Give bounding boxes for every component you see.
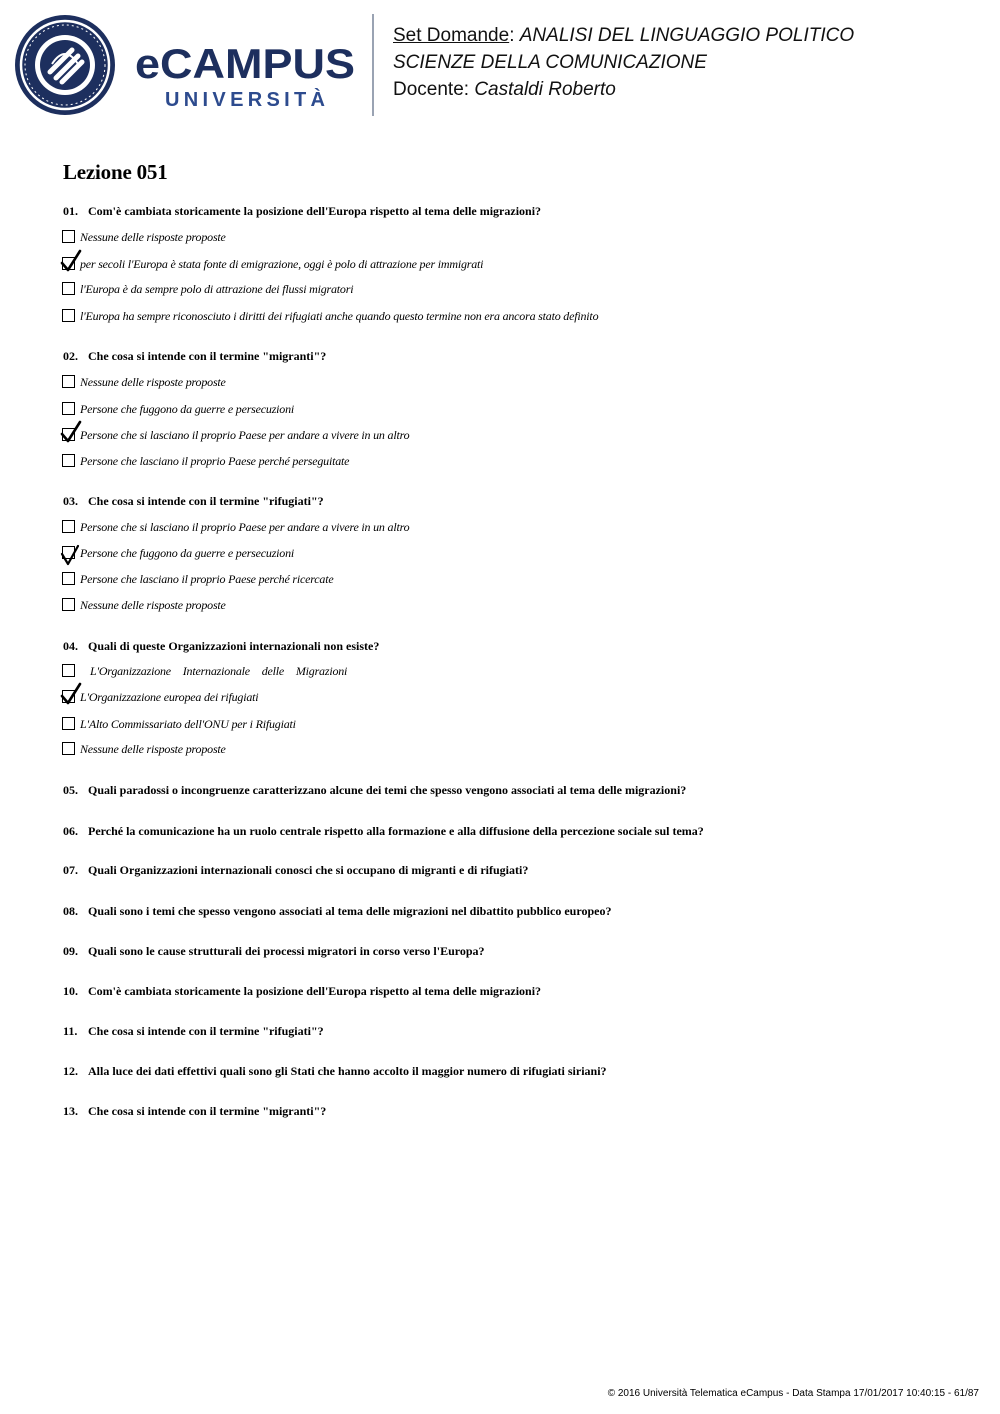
answer-text: Persone che lasciano il proprio Paese perché perseguitate bbox=[80, 454, 350, 468]
question-09 bbox=[63, 944, 485, 959]
question-number: 01. bbox=[63, 204, 78, 218]
question-text: Che cosa si intende con il termine "rifugiati"? bbox=[88, 494, 324, 508]
question-01 bbox=[63, 204, 541, 219]
header-info bbox=[393, 22, 854, 103]
set-row bbox=[393, 22, 854, 49]
question-number: 05. bbox=[63, 783, 78, 797]
answer-checkbox[interactable] bbox=[62, 309, 75, 322]
answer-text: Persone che si lasciano il proprio Paese per andare a vivere in un altro bbox=[80, 520, 410, 534]
logo-brand-text: eCAMPUS bbox=[135, 42, 355, 87]
question-text: Che cosa si intende con il termine "migranti"? bbox=[88, 1104, 327, 1118]
question-number: 04. bbox=[63, 639, 78, 653]
answer-text: Persone che fuggono da guerre e persecuzioni bbox=[80, 546, 295, 560]
course-name: SCIENZE DELLA COMUNICAZIONE bbox=[393, 52, 707, 73]
question-number: 03. bbox=[63, 494, 78, 508]
answer-checkbox[interactable] bbox=[62, 572, 75, 585]
question-text: Che cosa si intende con il termine "rifugiati"? bbox=[88, 1024, 324, 1038]
question-number: 10. bbox=[63, 984, 78, 998]
lesson-title: Lezione 051 bbox=[63, 160, 168, 184]
answer-checkbox[interactable] bbox=[62, 402, 75, 415]
answer-checkbox[interactable] bbox=[62, 520, 75, 533]
answer-text: Persone che lasciano il proprio Paese perché ricercate bbox=[80, 572, 334, 586]
answer-checkbox[interactable] bbox=[62, 375, 75, 388]
question-06 bbox=[63, 824, 704, 839]
checkmark-icon bbox=[60, 249, 82, 273]
answer-checkbox[interactable] bbox=[62, 717, 75, 730]
question-text: Quali di queste Organizzazioni internazionali non esiste? bbox=[88, 639, 380, 653]
question-number: 07. bbox=[63, 863, 78, 877]
set-label: Set Domande bbox=[393, 25, 510, 46]
teacher-name: Castaldi Roberto bbox=[474, 79, 616, 100]
answer-checkbox[interactable] bbox=[62, 230, 75, 243]
question-10 bbox=[63, 984, 541, 999]
teacher-row bbox=[393, 76, 854, 103]
answer-checkbox[interactable] bbox=[62, 742, 75, 755]
answer-text: Persone che si lasciano il proprio Paese per andare a vivere in un altro bbox=[80, 428, 410, 442]
question-text: Perché la comunicazione ha un ruolo centrale rispetto alla formazione e alla diffusione della percezione sociale sul tema? bbox=[88, 824, 704, 838]
question-text: Com'è cambiata storicamente la posizione dell'Europa rispetto al tema delle migrazioni? bbox=[88, 204, 542, 218]
answer-text: Persone che fuggono da guerre e persecuzioni bbox=[80, 402, 295, 416]
question-12 bbox=[63, 1064, 607, 1079]
question-number: 13. bbox=[63, 1104, 78, 1118]
question-text: Quali Organizzazioni internazionali conosci che si occupano di migranti e di rifugiati? bbox=[88, 863, 529, 877]
answer-text: l'Europa è da sempre polo di attrazione dei flussi migratori bbox=[80, 282, 354, 296]
checkmark-icon bbox=[60, 544, 82, 568]
answer-text: L'Organizzazione Internazionale delle Migrazioni bbox=[90, 664, 348, 678]
question-number: 06. bbox=[63, 824, 78, 838]
page-footer: © 2016 Università Telematica eCampus - Data Stampa 17/01/2017 10:40:15 - 61/87 bbox=[607, 1388, 979, 1399]
answer-checkbox[interactable] bbox=[62, 664, 75, 677]
ecampus-wordmark-logo bbox=[135, 42, 360, 112]
question-07 bbox=[63, 863, 528, 878]
question-03 bbox=[63, 494, 324, 509]
answer-text: L'Alto Commissariato dell'ONU per i Rifugiati bbox=[80, 717, 296, 731]
answer-text: l'Europa ha sempre riconosciuto i diritti dei rifugiati anche quando questo termine non era ancora stato definito bbox=[80, 309, 599, 323]
ecampus-seal-logo bbox=[14, 14, 116, 116]
question-11 bbox=[63, 1024, 324, 1039]
answer-text: Nessune delle risposte proposte bbox=[80, 598, 226, 612]
header-divider bbox=[372, 14, 374, 116]
answer-checkbox[interactable] bbox=[62, 454, 75, 467]
question-text: Alla luce dei dati effettivi quali sono gli Stati che hanno accolto il maggior numero di rifugiati siriani? bbox=[88, 1064, 607, 1078]
checkmark-icon bbox=[60, 420, 82, 444]
question-number: 09. bbox=[63, 944, 78, 958]
set-title: ANALISI DEL LINGUAGGIO POLITICO bbox=[519, 25, 855, 46]
question-text: Quali sono i temi che spesso vengono associati al tema delle migrazioni nel dibattito pubblico europeo? bbox=[88, 904, 612, 918]
logo-sub-text: UNIVERSITÀ bbox=[165, 89, 325, 111]
answer-text: Nessune delle risposte proposte bbox=[80, 742, 226, 756]
question-text: Com'è cambiata storicamente la posizione dell'Europa rispetto al tema delle migrazioni? bbox=[88, 984, 542, 998]
answer-text: L'Organizzazione europea dei rifugiati bbox=[80, 690, 259, 704]
answer-text: per secoli l'Europa è stata fonte di emigrazione, oggi è polo di attrazione per immigrati bbox=[80, 257, 484, 271]
question-text: Che cosa si intende con il termine "migranti"? bbox=[88, 349, 327, 363]
question-number: 11. bbox=[63, 1024, 78, 1038]
answer-checkbox[interactable] bbox=[62, 282, 75, 295]
question-02 bbox=[63, 349, 326, 364]
question-13 bbox=[63, 1104, 326, 1119]
answer-text: Nessune delle risposte proposte bbox=[80, 375, 226, 389]
question-08 bbox=[63, 904, 611, 919]
set-separator: : bbox=[509, 25, 520, 46]
checkmark-icon bbox=[60, 682, 82, 706]
question-05 bbox=[63, 783, 686, 798]
question-text: Quali sono le cause strutturali dei processi migratori in corso verso l'Europa? bbox=[88, 944, 485, 958]
question-number: 08. bbox=[63, 904, 78, 918]
answer-checkbox[interactable] bbox=[62, 598, 75, 611]
question-04 bbox=[63, 639, 379, 654]
answer-text: Nessune delle risposte proposte bbox=[80, 230, 226, 244]
question-text: Quali paradossi o incongruenze caratterizzano alcune dei temi che spesso vengono associati al tema delle migrazioni? bbox=[88, 783, 687, 797]
question-number: 12. bbox=[63, 1064, 78, 1078]
teacher-label: Docente: bbox=[393, 79, 475, 100]
question-number: 02. bbox=[63, 349, 78, 363]
